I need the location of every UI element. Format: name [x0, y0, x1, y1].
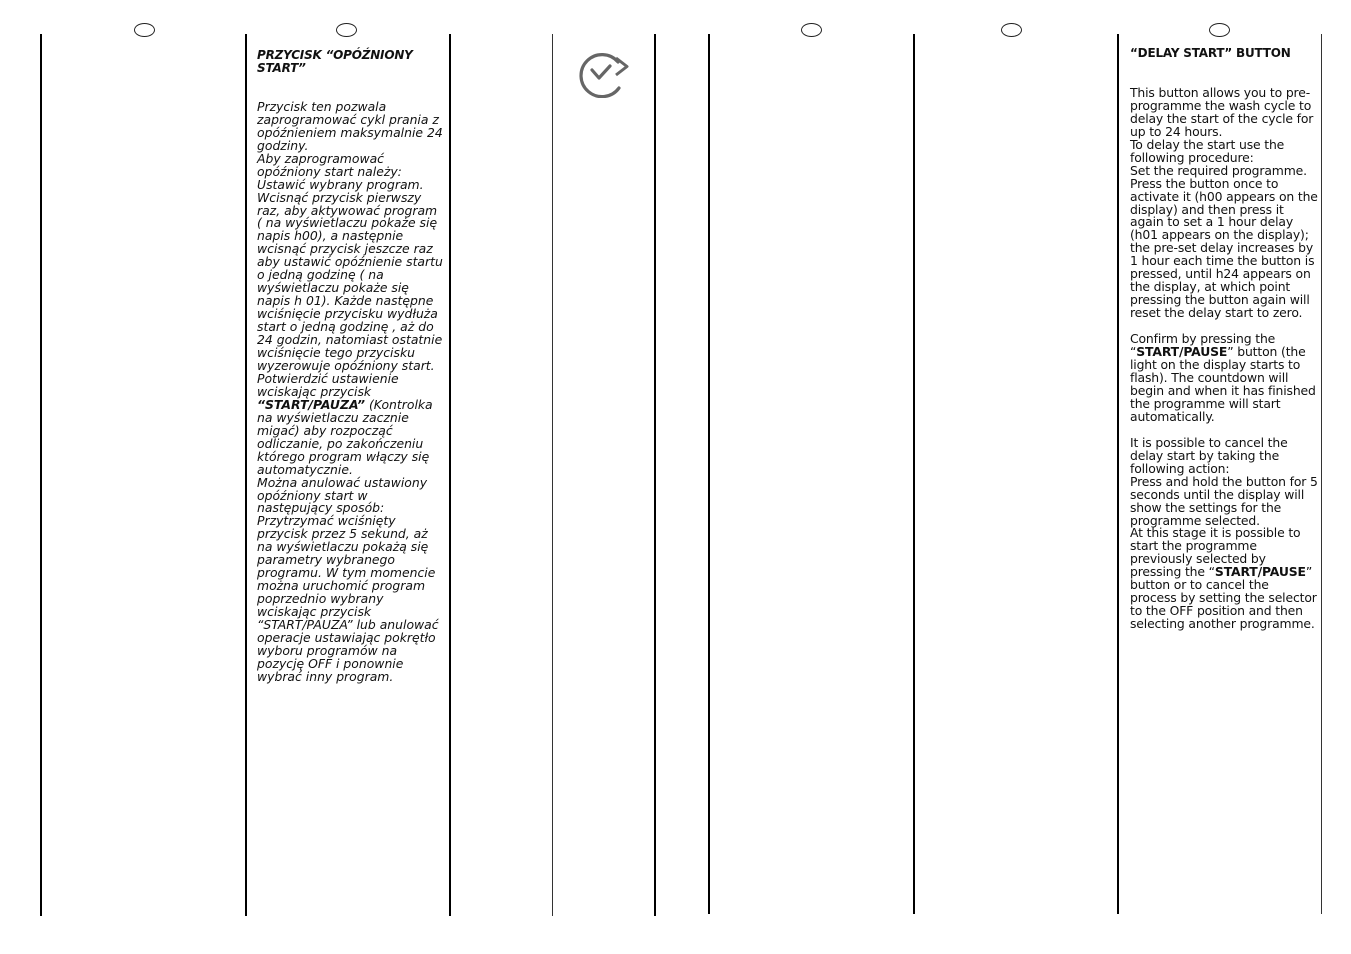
- language-marker-oval: [801, 23, 822, 37]
- polish-paragraph: Można anulować ustawiony opóźniony start w następujący sposób:: [257, 474, 428, 516]
- english-text: At this stage it is possible to start the programme previously selected by pressing the “: [1130, 525, 1301, 580]
- column-divider: [1321, 34, 1322, 914]
- column-divider: [913, 34, 915, 914]
- polish-paragraph: Przytrzymać wciśnięty przycisk przez 5 sekund, aż na wyświetlaczu pokażą się parametry wybranego programu. W tym momencie można uruchomić program poprzednio wybrany wciskając przycisk “START/PAUZA” lub anulować operacje ustawiając pokrętło wyboru programów na pozycję OFF i ponownie wybrać inny program.: [257, 513, 439, 684]
- english-paragraph: It is possible to cancel the delay start by taking the following action:: [1130, 434, 1288, 476]
- language-marker-oval: [1001, 23, 1022, 37]
- column-divider: [1117, 34, 1119, 914]
- column-divider: [708, 34, 710, 914]
- polish-paragraph: Aby zaprogramować opóźniony start należy:: [257, 150, 402, 179]
- start-pause-label: START/PAUSE: [1136, 344, 1228, 360]
- english-text-column: [1130, 47, 1318, 631]
- english-paragraph: To delay the start use the following procedure:: [1130, 136, 1285, 165]
- english-paragraph: This button allows you to pre-programme the wash cycle to delay the start of the cycle for up to 24 hours.: [1130, 84, 1314, 139]
- column-divider: [40, 34, 42, 916]
- english-text: ” button (the light on the display starts to flash). The countdown will begin and when it has finished the programme will start automatically.: [1130, 344, 1316, 424]
- english-paragraph: [1130, 333, 1318, 424]
- language-marker-oval: [1209, 23, 1230, 37]
- english-paragraph: [1130, 527, 1318, 631]
- polish-paragraph: [257, 370, 443, 477]
- column-divider: [245, 34, 247, 916]
- polish-text: Potwierdzić ustawienie wciskając przycisk: [257, 370, 399, 399]
- polish-text-column: [257, 49, 443, 684]
- polish-heading: PRZYCISK “OPÓŹNIONY START”: [257, 48, 413, 75]
- start-pause-label: START/PAUSE: [1214, 564, 1306, 580]
- start-pauza-label: “START/PAUZA”: [257, 396, 366, 412]
- english-paragraph: Press and hold the button for 5 seconds until the display will show the settings for the programme selected.: [1130, 473, 1318, 528]
- language-marker-oval: [336, 23, 357, 37]
- english-text: Confirm by pressing the “: [1130, 331, 1276, 360]
- column-divider: [654, 34, 656, 916]
- delay-start-clock-icon: [578, 50, 630, 98]
- english-paragraph: Press the button once to activate it (h00 appears on the display) and then press it again to set a 1 hour delay (h01 appears on the display); the pre-set delay increases by 1 hour each time the button is pressed, until h24 appears on the display, at which point pressing the button again will reset the delay start to zero.: [1130, 175, 1318, 321]
- english-heading: “DELAY START” BUTTON: [1130, 46, 1291, 60]
- polish-text: (Kontrolka na wyświetlaczu zacznie migać) aby rozpocząć odliczanie, po zakończeniu którego program włączy się automatycznie.: [257, 396, 433, 477]
- english-text: ” button or to cancel the process by setting the selector to the OFF position and then selecting another programme.: [1130, 564, 1317, 632]
- english-paragraph: Set the required programme.: [1130, 162, 1307, 178]
- polish-paragraph: Przycisk ten pozwala zaprogramować cykl prania z opóźnieniem maksymalnie 24 godziny.: [257, 98, 443, 153]
- language-marker-oval: [134, 23, 155, 37]
- column-divider: [449, 34, 451, 916]
- polish-paragraph: Ustawić wybrany program.: [257, 176, 424, 192]
- column-divider: [552, 34, 553, 916]
- polish-paragraph: Wcisnąć przycisk pierwszy raz, aby aktywować program ( na wyświetlaczu pokaże się napis h00), a następnie wcisnąć przycisk jeszcze raz aby ustawić opóźnienie startu o jedną godzinę ( na wyświetlaczu pokaże się napis h 01). Każde następne wciśnięcie przycisku wydłuża start o jedną godzinę , aż do 24 godzin, natomiast ostatnie wciśnięcie tego przycisku wyzerowuje opóźniony start.: [257, 189, 443, 373]
